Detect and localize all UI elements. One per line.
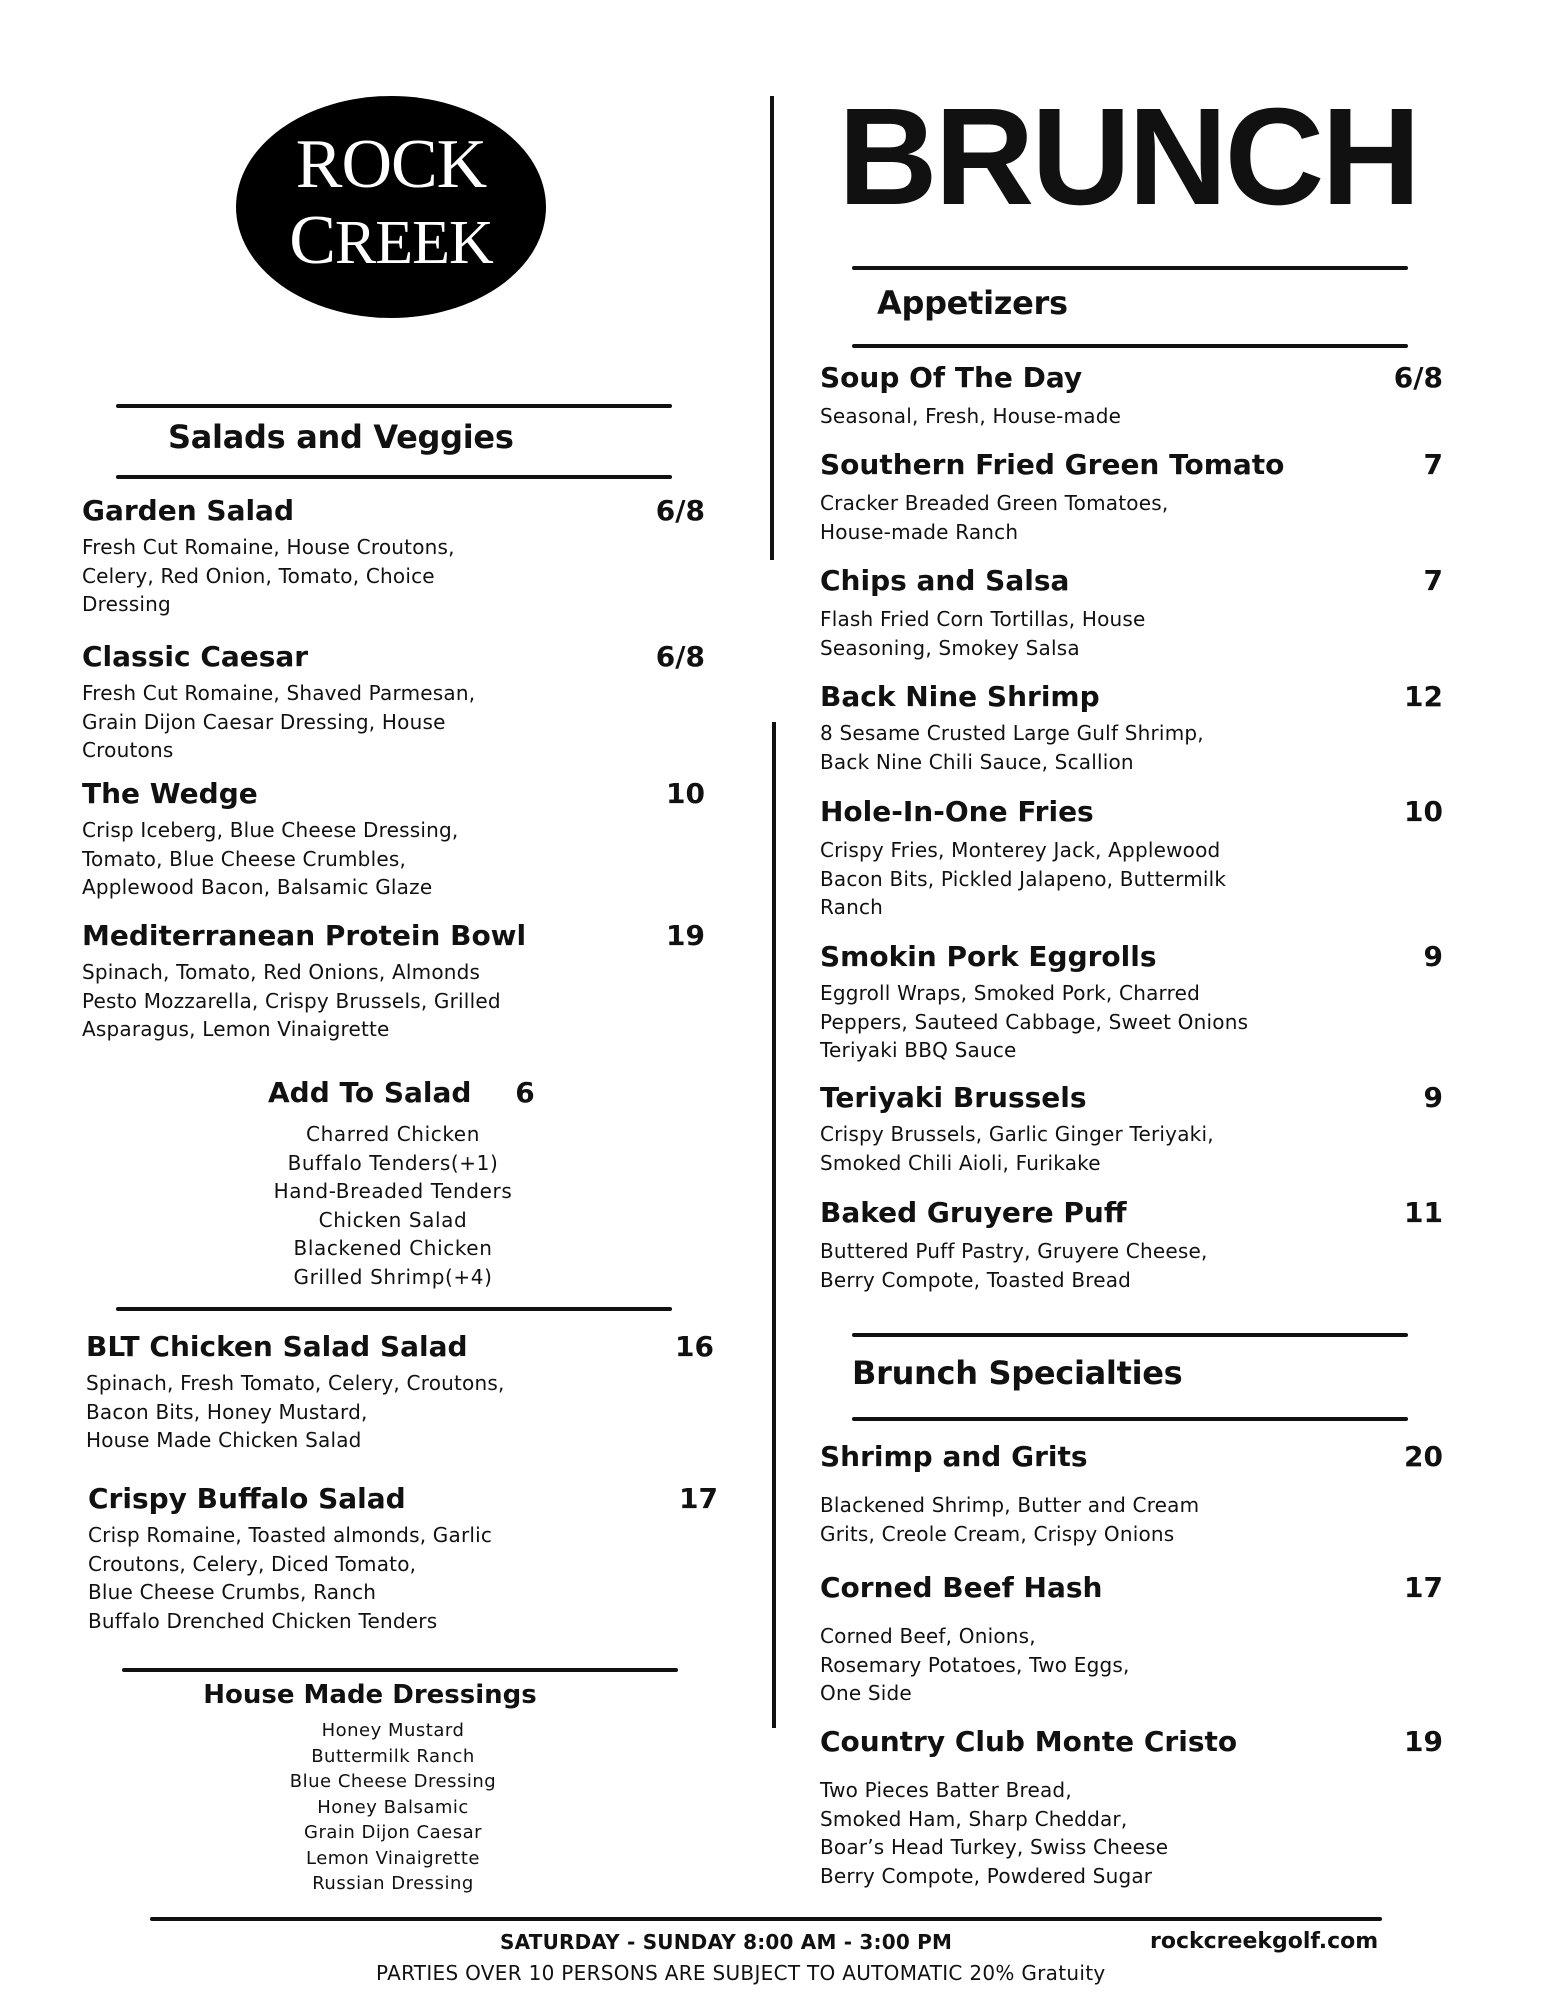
desc-line: Back Nine Chili Sauce, Scallion [820,749,1134,774]
specialties-bottom-rule [852,1417,1408,1421]
item-price: 20 [1404,1440,1443,1473]
menu-item-corned-beef-hash [820,1571,1443,1708]
item-price: 7 [1423,564,1443,597]
item-name: Back Nine Shrimp [820,680,1100,713]
item-price: 17 [1404,1571,1443,1604]
item-price: 12 [1404,680,1443,713]
add-on-item: Charred Chicken [306,1122,480,1146]
page-title: BRUNCH [838,80,1418,234]
menu-item-smokin-pork-eggrolls [820,940,1443,1065]
item-price: 16 [675,1330,714,1363]
logo-text-creek [236,202,546,279]
item-description [82,958,705,1044]
desc-line: Flash Fried Corn Tortillas, House [820,607,1146,631]
menu-item-hole-in-one-fries [820,795,1443,922]
desc-line: Eggroll Wraps, Smoked Pork, Charred [820,981,1200,1005]
item-price: 9 [1423,1081,1443,1114]
desc-line: Crispy Brussels, Garlic Ginger Teriyaki, [820,1122,1214,1146]
vertical-divider-top [770,96,774,560]
item-description [88,1521,718,1635]
item-name: Southern Fried Green Tomato [820,448,1285,481]
menu-item-chips-and-salsa [820,564,1443,662]
add-on-item: Buffalo Tenders(+1) [287,1150,499,1175]
menu-item-soup-of-the-day [820,361,1443,431]
item-description [820,1622,1443,1708]
item-description [820,1237,1443,1294]
desc-line: Buffalo Drenched Chicken Tenders [88,1608,438,1633]
desc-line: Boar’s Head Turkey, Swiss Cheese [820,1835,1169,1859]
desc-line: Croutons [82,738,174,762]
desc-line: Fresh Cut Romaine, House Croutons, [82,535,455,559]
desc-line: Spinach, Tomato, Red Onions, Almonds [82,960,481,984]
item-name: Mediterranean Protein Bowl [82,919,527,952]
logo-text-rock-value: ROCK [295,126,487,203]
desc-line: House Made Chicken Salad [86,1428,362,1452]
add-on-item: Grilled Shrimp(+4) [293,1264,493,1289]
desc-line: Ranch [820,895,884,919]
item-name: The Wedge [82,777,258,810]
appetizers-top-rule [852,266,1408,270]
item-description [86,1369,714,1455]
desc-line: Crisp Iceberg, Blue Cheese Dressing, [82,818,459,842]
menu-item-the-wedge [82,777,705,902]
item-name: Soup Of The Day [820,361,1083,394]
dressings-title: House Made Dressings [203,1680,537,1710]
desc-line: Spinach, Fresh Tomato, Celery, Croutons, [86,1371,505,1395]
desc-line: Tomato, Blue Cheese Crumbles, [82,846,407,871]
logo-text-rock [236,126,546,203]
item-name: Chips and Salsa [820,564,1070,597]
footer-hours: SATURDAY - SUNDAY 8:00 AM - 3:00 PM [500,1930,953,1954]
desc-line: Berry Compote, Powdered Sugar [820,1863,1153,1888]
item-price: 19 [1404,1725,1443,1758]
item-name: Shrimp and Grits [820,1440,1088,1473]
item-name: Smokin Pork Eggrolls [820,940,1157,973]
item-price: 19 [666,919,705,952]
menu-item-mediterranean-bowl [82,919,705,1044]
add-to-salad-heading [268,1076,535,1109]
desc-line: Cracker Breaded Green Tomatoes, [820,491,1169,515]
item-price: 6/8 [1393,361,1443,394]
desc-line: Celery, Red Onion, Tomato, Choice [82,563,435,588]
dressing-item: Buttermilk Ranch [311,1745,475,1767]
desc-line: Peppers, Sauteed Cabbage, Sweet Onions [820,1009,1249,1034]
dressing-item: Honey Mustard [321,1720,465,1741]
desc-line: Croutons, Celery, Diced Tomato, [88,1551,417,1576]
item-description [820,719,1443,776]
menu-item-garden-salad [82,494,705,619]
add-to-salad-rule [116,1307,672,1311]
item-name: Country Club Monte Cristo [820,1725,1238,1758]
rock-creek-logo [236,96,546,318]
desc-line: Rosemary Potatoes, Two Eggs, [820,1652,1130,1677]
desc-line: 8 Sesame Crusted Large Gulf Shrimp, [820,721,1204,745]
menu-item-baked-gruyere-puff [820,1196,1443,1294]
desc-line: Crispy Fries, Monterey Jack, Applewood [820,838,1221,862]
item-description [820,979,1443,1065]
salads-bottom-rule [116,475,672,479]
footer-website-link[interactable]: rockcreekgolf.com [1150,1929,1379,1954]
menu-item-back-nine-shrimp [820,680,1443,776]
desc-line: Smoked Ham, Sharp Cheddar, [820,1806,1128,1831]
add-to-salad-list [222,1120,564,1291]
item-name: Teriyaki Brussels [820,1081,1087,1114]
desc-line: Bacon Bits, Honey Mustard, [86,1399,368,1424]
desc-line: Pesto Mozzarella, Crispy Brussels, Grilled [82,988,501,1013]
menu-item-blt-chicken-salad [86,1330,714,1455]
item-name: BLT Chicken Salad Salad [86,1330,468,1363]
desc-line: Berry Compote, Toasted Bread [820,1267,1132,1292]
item-description [820,836,1443,922]
section-title-specialties: Brunch Specialties [852,1354,1183,1392]
item-price: 7 [1423,448,1443,481]
menu-item-crispy-buffalo-salad [88,1482,718,1635]
item-name: Hole-In-One Fries [820,795,1094,828]
item-description [820,1491,1443,1548]
dressings-rule [122,1668,678,1672]
item-description [82,679,705,765]
menu-item-classic-caesar [82,640,705,765]
item-description [820,489,1443,546]
logo-text-reek: REEK [334,209,493,277]
item-description [820,605,1443,662]
dressing-item: Lemon Vinaigrette [305,1847,480,1869]
item-name: Corned Beef Hash [820,1571,1103,1604]
desc-line: Two Pieces Batter Bread, [820,1778,1072,1802]
footer-rule [150,1917,1382,1921]
salads-top-rule [116,404,672,408]
item-description [820,1776,1443,1890]
desc-line: Buttered Puff Pastry, Gruyere Cheese, [820,1239,1208,1263]
desc-line: Dressing [82,592,171,616]
section-title-appetizers: Appetizers [877,284,1068,322]
section-title-salads: Salads and Veggies [168,418,514,456]
menu-item-shrimp-and-grits [820,1440,1443,1548]
desc-line: Crisp Romaine, Toasted almonds, Garlic [88,1523,493,1547]
item-description [820,402,1443,431]
menu-item-monte-cristo [820,1725,1443,1890]
appetizers-bottom-rule [852,344,1408,348]
item-name: Crispy Buffalo Salad [88,1482,406,1515]
desc-line: One Side [820,1681,912,1705]
dressing-item: Russian Dressing [312,1873,474,1894]
desc-line: Teriyaki BBQ Sauce [820,1038,1017,1062]
item-name: Classic Caesar [82,640,309,673]
desc-line: Seasoning, Smokey Salsa [820,635,1080,660]
desc-line: Grits, Creole Cream, Crispy Onions [820,1521,1175,1546]
item-price: 6/8 [655,640,705,673]
add-on-item: Hand-Breaded Tenders [273,1179,513,1203]
desc-line: Blackened Shrimp, Butter and Cream [820,1493,1200,1517]
desc-line: Smoked Chili Aioli, Furikake [820,1150,1101,1175]
item-description [82,533,705,619]
item-description [820,1120,1443,1177]
item-price: 11 [1404,1196,1443,1229]
add-on-item: Chicken Salad [318,1207,468,1232]
item-name: Baked Gruyere Puff [820,1196,1127,1229]
item-price: 10 [666,777,705,810]
specialties-top-rule [852,1333,1408,1337]
item-price: 17 [679,1482,718,1515]
menu-item-fried-green-tomato [820,448,1443,546]
logo-letter-c: C [289,202,335,279]
footer-gratuity-note: PARTIES OVER 10 PERSONS ARE SUBJECT TO AUTOMATIC 20% Gratuity [376,1961,1106,1985]
add-on-item: Blackened Chicken [293,1236,493,1260]
desc-line: Bacon Bits, Pickled Jalapeno, Buttermilk [820,866,1227,891]
dressings-list [230,1718,556,1897]
desc-line: House-made Ranch [820,519,1019,544]
item-price: 9 [1423,940,1443,973]
vertical-divider-bottom [772,722,776,1728]
menu-item-teriyaki-brussels [820,1081,1443,1177]
dressing-item: Honey Balsamic [317,1796,469,1818]
desc-line: Blue Cheese Crumbs, Ranch [88,1580,377,1604]
dressing-item: Blue Cheese Dressing [289,1771,497,1792]
add-to-salad-title: Add To Salad [268,1076,472,1109]
desc-line: Applewood Bacon, Balsamic Glaze [82,875,433,899]
add-to-salad-price: 6 [515,1076,535,1109]
item-price: 6/8 [655,494,705,527]
desc-line: Fresh Cut Romaine, Shaved Parmesan, [82,681,476,705]
desc-line: Corned Beef, Onions, [820,1624,1036,1648]
desc-line: Grain Dijon Caesar Dressing, House [82,709,446,734]
item-description [82,816,705,902]
desc-line: Seasonal, Fresh, House-made [820,404,1122,428]
item-price: 10 [1404,795,1443,828]
item-name: Garden Salad [82,494,294,527]
dressing-item: Grain Dijon Caesar [304,1822,482,1843]
desc-line: Asparagus, Lemon Vinaigrette [82,1017,390,1041]
